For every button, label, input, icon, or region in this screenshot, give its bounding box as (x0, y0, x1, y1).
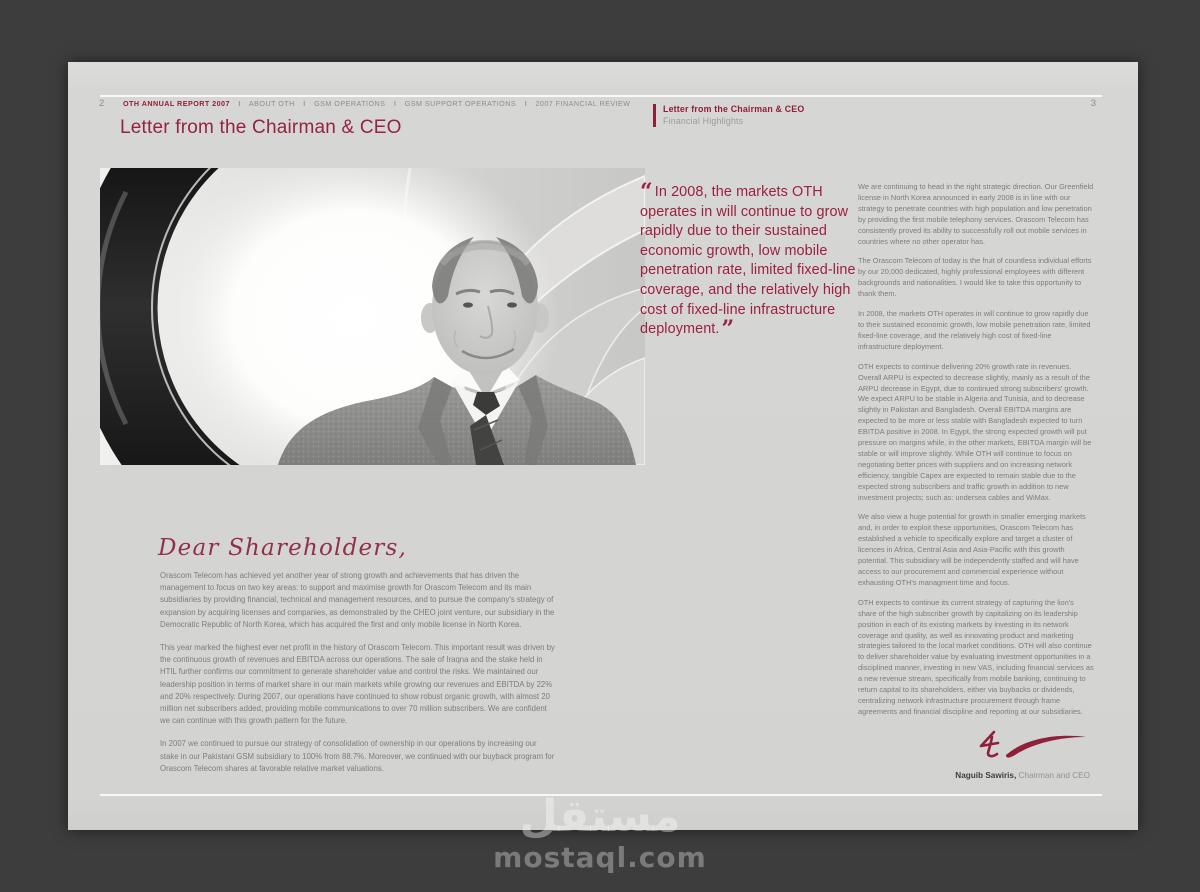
left-text-column (160, 570, 556, 786)
close-quote-icon: ” (721, 316, 735, 343)
nav-separator: I (393, 99, 397, 108)
paragraph: This year marked the highest ever net profit in the history of Orascom Telecom. This important result was driven by the continuous growth of revenues and EBITDA across our operations. The sale of Iraqna and the stake held in HTIL further confirms our commitment to generate shareholder value and control the risks. We maintained our leadership position in terms of market share in our main markets while growing our revenues and EBITDA by 22% and 20% respectively. During 2007, our operations have continued to show robust organic growth, with almost 20 million net subscribers added, providing mobile communications to over 70 million subscribers. We are confident we can continue with this growth pattern for the future. (160, 643, 555, 726)
pull-quote (640, 179, 864, 343)
watermark-arabic: مستقل (519, 791, 681, 842)
paragraph: The Orascom Telecom of today is the fruit of countless individual efforts by our 20,000 dedicated, highly professional employees with different backgrounds and nationalities. I would like to take this opportunity to thank them. (858, 256, 1092, 299)
open-quote-icon: “ (640, 179, 653, 205)
paragraph: In 2008, the markets OTH operates in will continue to grow rapidly due to their sustained economic growth, low mobile penetration rate, limited fixed-line coverage, and the relatively high cost of fixed-line infrastructure deployment. (858, 309, 1091, 351)
paragraph: OTH expects to continue its current strategy of capturing the lion's share of the high subscriber growth by capitalizing on its leadership position in each of its existing markets by investing in its network coverage and quality, as well as innovating product and marketing strategies tailored to the local market conditions. OTH will also continue to deliver shareholder value by evaluating investment opportunities in a disciplined manner, investing in new VAS, including financial services as a new revenue stream, specifically from mobile banking, continuing to return capital to its shareholders, either via buybacks or dividends, centralizing network infrastructure procurement through frame agreements and financial discipline and reporting at our subsidiaries. (858, 597, 1094, 716)
nav-item-gsm-operations: GSM OPERATIONS (314, 99, 386, 108)
paragraph: We are continuing to head in the right strategic direction. Our Greenfield license in North Korea announced in early 2008 is in line with our strategy to penetrate countries with high population and low penetration by providing the first mobile telephony services. Orascom Telecom has consistently proved its ability to successfully roll out mobile services in countries where no other operator has. (858, 182, 1094, 246)
nav-separator: I (238, 99, 241, 108)
paragraph: In 2007 we continued to pursue our strategy of consolidation of ownership in our operations by increasing our stake in our Pakistani GSM subsidiary to 100% from 88.7%. Moreover, we continued with our buyback program for Orascom Telecom shares at favorable relative market valuations. (160, 739, 555, 773)
page-spread (68, 62, 1138, 830)
signature-icon (970, 728, 1098, 770)
paragraph: OTH expects to continue delivering 20% growth rate in revenues. Overall ARPU is expected to decrease slightly, mainly as a result of the ARPU decrease in Egypt, due to continued strong subscribers' growth. We expect ARPU to be stable in Algeria and Tunisia, and to decrease slightly in Pakistan and Bangladesh. Overall EBITDA margins are expected to be more or less stable with Bangladesh expected to turn EBITDA positive in 2008. In Egypt, the strong expected growth will put pressure on margins while, in the other markets, EBITDA margin will be stable or will improve slightly. While OTH will continue to focus on negotiating better prices with suppliers and on increasing network efficiency, tangible Capex are expected to remain stable due to the expected strong subscribers and traffic growth in addition to new investment projects; such as: undersea cables and WiMax. (858, 361, 1092, 502)
right-text-column (858, 182, 1094, 727)
paragraph: We also view a huge potential for growth in smaller emerging markets and, in order to exploit these opportunities, Orascom Telecom has established a vehicle to specifically explore and target a cluster of licences in Africa, Central Asia and Asia-Pacific with this growth potential. This subsidiary will be independently staffed and will have access to our procurement and commercial experience without exhausting OTH's managment time and focus. (858, 512, 1086, 587)
section-header-secondary: Financial Highlights (663, 115, 744, 126)
nav-item-gsm-support-operations: GSM SUPPORT OPERATIONS (404, 99, 517, 108)
chairman-photo (100, 168, 645, 465)
pull-quote-text: In 2008, the markets OTH operates in will continue to grow rapidly due to their sustained economic growth, low mobile penetration rate, limited fixed-line coverage, and the relatively high cost of fixed-line infrastructure deployment. (640, 184, 856, 338)
watermark-domain: mostaql.com (493, 841, 707, 874)
top-rule (100, 95, 1102, 97)
paragraph: Orascom Telecom has achieved yet another year of strong growth and achievements that has driven the management to focus on two key areas: to support and maximise growth for Orascom Telecom and its main subsidiaries by providing financial, technical and management resources, and to pursue the company's strategy of expansion by acquiring licenses and companies, as demonstrated by the CHEO joint venture, our subsidiary in the Democratic Republic of North Korea, which has acquired the first and only mobile license in North Korea. (160, 571, 555, 629)
breadcrumb-nav (123, 99, 631, 108)
nav-item-about-oth: ABOUT OTH (248, 99, 295, 108)
byline-role: Chairman and CEO (1016, 771, 1090, 780)
nav-item-2007-financial-review: 2007 FINANCIAL REVIEW (535, 99, 631, 108)
byline-name: Naguib Sawiris, (955, 771, 1017, 780)
left-page-number: 2 (99, 98, 105, 109)
nav-separator: I (524, 99, 528, 108)
right-page-number: 3 (1090, 98, 1096, 109)
page-title: Letter from the Chairman & CEO (120, 117, 402, 138)
salutation: Dear Shareholders, (158, 535, 408, 561)
byline (828, 771, 1090, 780)
section-header-primary: Letter from the Chairman & CEO (663, 104, 805, 114)
nav-brand: OTH ANNUAL REPORT 2007 (123, 99, 230, 108)
signature-mark (970, 728, 1098, 770)
portrait-illustration (100, 168, 645, 465)
nav-separator: I (303, 99, 306, 108)
section-header (653, 104, 804, 127)
